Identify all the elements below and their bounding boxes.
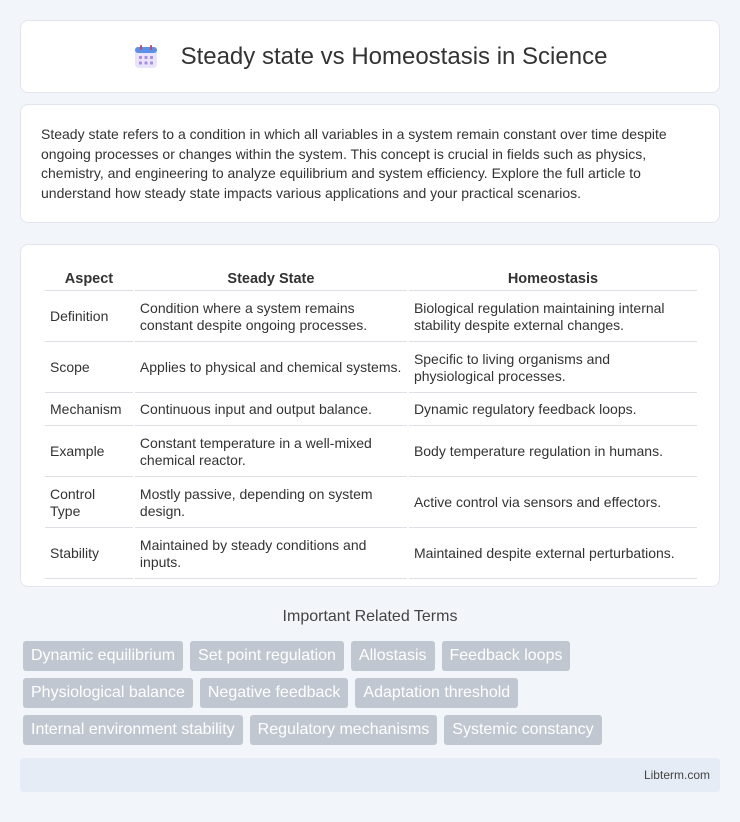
tag-adaptation-threshold[interactable]: Adaptation threshold [355,678,518,708]
table-row [45,395,697,426]
comparison-table [43,265,699,581]
table-cell: Biological regulation maintaining internal stability despite external changes. [409,293,697,342]
intro-text: Steady state refers to a condition in which all variables in a system remain constant over time despite ongoing processes or changes within the system. This concept is crucial in fields such as physics, chemistry, and engineering to analyze equilibrium and system efficiency. Explore the full article to understand how steady state impacts various applications and your practical scenarios. [41,126,667,201]
table-cell: Mostly passive, depending on system design. [135,479,407,528]
related-terms-title: Important Related Terms [282,608,458,625]
table-cell: Condition where a system remains constant despite ongoing processes. [135,293,407,342]
tag-regulatory-mechanisms[interactable]: Regulatory mechanisms [250,715,438,745]
footer [20,758,720,792]
tag-physiological-balance[interactable]: Physiological balance [23,678,193,708]
table-cell: Constant temperature in a well-mixed chemical reactor. [135,428,407,477]
table-cell: Maintained by steady conditions and inputs. [135,530,407,579]
comparison-card [20,244,720,587]
table-cell: Scope [45,344,133,393]
table-cell: Maintained despite external perturbations. [409,530,697,579]
tag-set-point-regulation[interactable]: Set point regulation [190,641,344,671]
header-card [20,20,720,93]
table-cell: Specific to living organisms and physiological processes. [409,344,697,393]
table-cell: Body temperature regulation in humans. [409,428,697,477]
page-title: Steady state vs Homeostasis in Science [180,42,608,70]
table-row [45,428,697,477]
table-cell: Example [45,428,133,477]
table-row [45,530,697,579]
table-cell: Control Type [45,479,133,528]
table-header-row [45,267,697,291]
related-terms-list [23,641,723,752]
column-header: Steady State [135,267,407,291]
table-row [45,479,697,528]
tag-internal-environment-stability[interactable]: Internal environment stability [23,715,243,745]
tag-row [23,715,723,745]
table-cell: Stability [45,530,133,579]
table-cell: Mechanism [45,395,133,426]
intro-card [20,104,720,223]
column-header: Homeostasis [409,267,697,291]
tag-row [23,641,723,671]
tag-allostasis[interactable]: Allostasis [351,641,435,671]
footer-site-link[interactable]: Libterm.com [643,768,710,782]
tag-row [23,678,723,708]
calendar-icon [133,44,159,70]
tag-feedback-loops[interactable]: Feedback loops [442,641,571,671]
tag-negative-feedback[interactable]: Negative feedback [200,678,349,708]
table-row [45,293,697,342]
table-cell: Active control via sensors and effectors. [409,479,697,528]
column-header: Aspect [45,267,133,291]
table-cell: Applies to physical and chemical systems. [135,344,407,393]
table-cell: Definition [45,293,133,342]
table-row [45,344,697,393]
table-cell: Continuous input and output balance. [135,395,407,426]
tag-dynamic-equilibrium[interactable]: Dynamic equilibrium [23,641,183,671]
table-cell: Dynamic regulatory feedback loops. [409,395,697,426]
tag-systemic-constancy[interactable]: Systemic constancy [444,715,601,745]
